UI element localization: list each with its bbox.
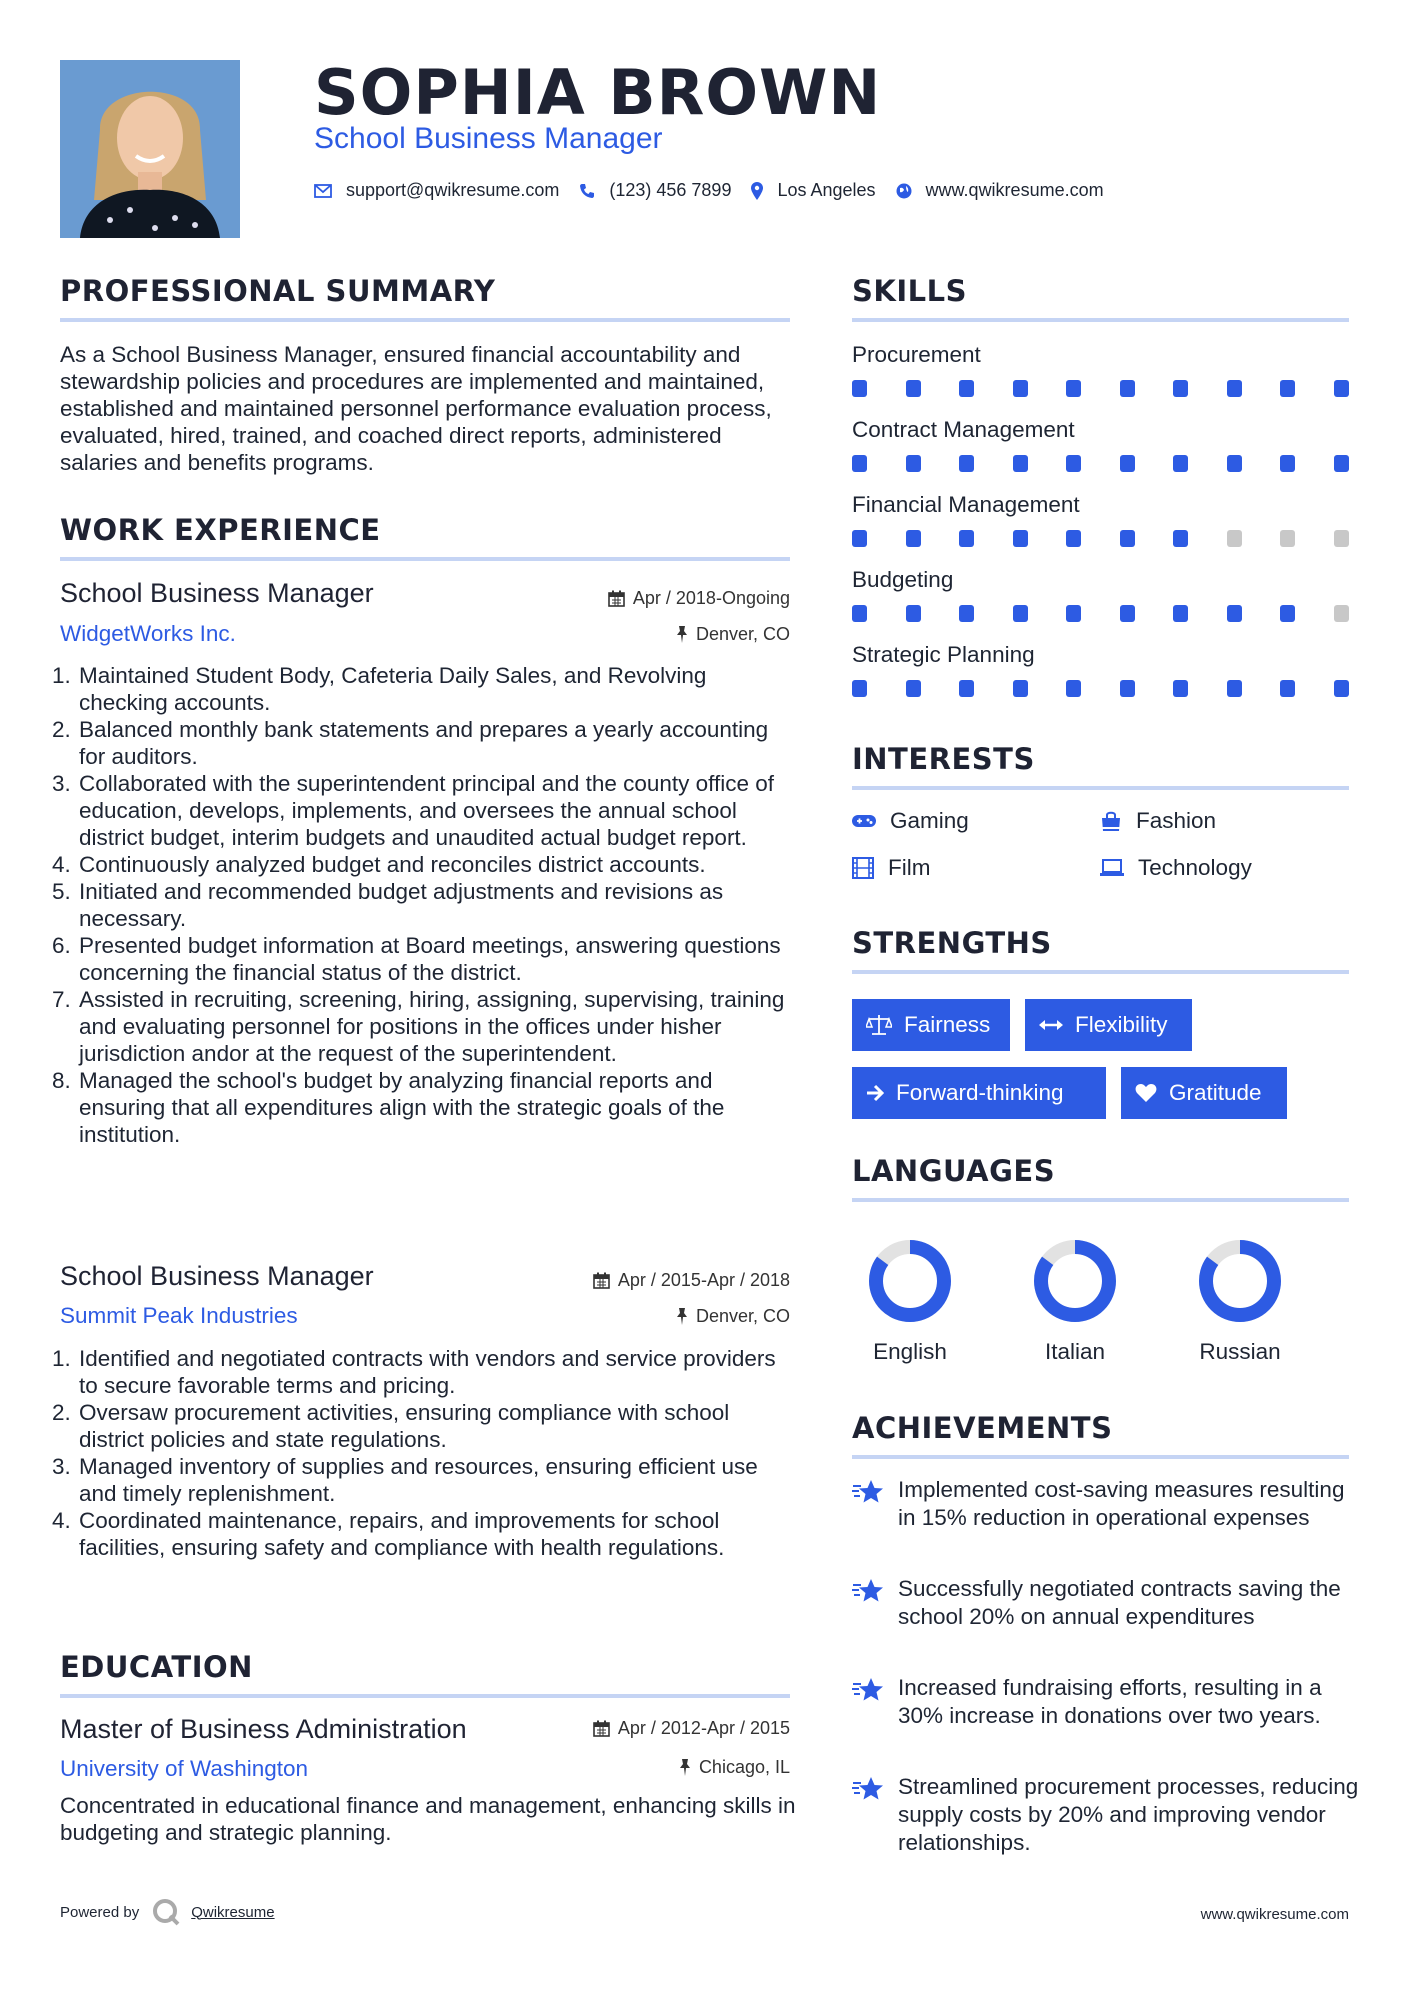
skill-dot-filled <box>1227 455 1242 472</box>
skill-dot-filled <box>906 455 921 472</box>
language-label: Russian <box>1199 1339 1281 1364</box>
education-rule <box>60 1694 790 1698</box>
skill-dot-filled <box>1227 380 1242 397</box>
responsibility-item: 3. Managed inventory of supplies and resources, ensuring efficient use and timely replenishment. <box>52 1454 758 1506</box>
skill-label: Budgeting <box>852 567 954 592</box>
footer-website-link[interactable]: www.qwikresume.com <box>1200 1906 1349 1923</box>
skill-label: Contract Management <box>852 417 1075 442</box>
skill-dot-filled <box>906 530 921 547</box>
skill-label: Procurement <box>852 342 981 367</box>
map-marker-icon <box>751 182 763 200</box>
responsibility-item: 5. Initiated and recommended budget adjustments and revisions as necessary. <box>52 879 724 931</box>
skill-dot-filled <box>1334 455 1349 472</box>
skill-dot-filled <box>1280 455 1295 472</box>
skill-dot-filled <box>1120 680 1135 697</box>
skill-dot-filled <box>1173 605 1188 622</box>
language-donut <box>1170 1236 1310 1326</box>
skill-rating <box>852 380 1349 398</box>
achievement-item: Implemented cost-saving measures resulting in 15% reduction in operational expenses <box>852 1476 1362 1532</box>
skill-dot-filled <box>1013 530 1028 547</box>
skill-dot-filled <box>1120 530 1135 547</box>
skill-dot-filled <box>959 680 974 697</box>
languages-heading: LANGUAGES <box>852 1154 1056 1188</box>
job-1-company: WidgetWorks Inc. <box>60 621 236 646</box>
website-link[interactable]: www.qwikresume.com <box>925 180 1104 200</box>
skill-dot-filled <box>1066 530 1081 547</box>
star-icon <box>852 1775 884 1803</box>
film-icon <box>852 857 874 879</box>
job-2-title: School Business Manager <box>60 1261 374 1291</box>
job-2-company: Summit Peak Industries <box>60 1303 298 1328</box>
skill-dot-filled <box>852 455 867 472</box>
profile-photo <box>60 60 240 238</box>
calendar-icon <box>593 1720 610 1737</box>
education-degree: Master of Business Administration <box>60 1714 467 1744</box>
skill-dot-filled <box>852 530 867 547</box>
job-1-title: School Business Manager <box>60 578 374 608</box>
skill-dot-filled <box>906 680 921 697</box>
languages-rule <box>852 1198 1349 1202</box>
strength-forward-thinking: Forward-thinking <box>852 1067 1106 1119</box>
arrows-horizontal-icon <box>1039 1018 1063 1032</box>
skill-dot-filled <box>1173 380 1188 397</box>
skill-dot-filled <box>959 380 974 397</box>
heart-icon <box>1135 1083 1157 1103</box>
achievement-item: Successfully negotiated contracts saving the school 20% on annual expenditures <box>852 1575 1362 1631</box>
skill-dot-filled <box>1013 605 1028 622</box>
skill-dot-filled <box>1066 605 1081 622</box>
skill-dot-filled <box>906 605 921 622</box>
skill-rating <box>852 680 1349 698</box>
summary-text: As a School Business Manager, ensured financial accountability and stewardship policies and procedures are implemented and maintained, established and maintained personnel performance evaluation process, evaluated, hired, trained, and coached direct reports, administered salaries and benefits programs. <box>60 342 772 475</box>
skill-dot-empty <box>1334 605 1349 622</box>
strength-flexibility: Flexibility <box>1025 999 1192 1051</box>
education-description: Concentrated in educational finance and management, enhancing skills in budgeting and strategic planning. <box>60 1793 796 1845</box>
skills-rule <box>852 318 1349 322</box>
interest-film: Film <box>852 855 930 881</box>
candidate-title: School Business Manager <box>314 122 663 155</box>
skill-dot-filled <box>1280 380 1295 397</box>
education-dates: Apr / 2012-Apr / 2015 <box>593 1718 790 1739</box>
strength-gratitude: Gratitude <box>1121 1067 1287 1119</box>
candidate-name: SOPHIA BROWN <box>314 56 882 129</box>
achievements-heading: ACHIEVEMENTS <box>852 1411 1113 1445</box>
job-1-responsibilities <box>52 662 800 1148</box>
responsibility-item: 2. Balanced monthly bank statements and prepares a yearly accounting for auditors. <box>52 717 769 769</box>
skill-dot-filled <box>906 380 921 397</box>
skill-rating <box>852 530 1349 548</box>
skill-dot-filled <box>852 680 867 697</box>
globe-icon <box>896 183 912 199</box>
qwikresume-logo-icon <box>151 1897 181 1927</box>
interests-heading: INTERESTS <box>852 742 1035 776</box>
job-1-dates: Apr / 2018-Ongoing <box>608 588 790 609</box>
star-icon <box>852 1478 884 1506</box>
location-text: Los Angeles <box>777 180 876 200</box>
education-school: University of Washington <box>60 1756 309 1781</box>
email-link[interactable]: support@qwikresume.com <box>346 180 560 200</box>
skill-dot-filled <box>959 530 974 547</box>
pushpin-icon <box>676 1308 688 1325</box>
contact-bar <box>314 180 1124 201</box>
language-label: Italian <box>1044 1339 1106 1364</box>
skill-dot-filled <box>1066 680 1081 697</box>
language-label: English <box>873 1339 947 1364</box>
skill-dot-filled <box>1280 680 1295 697</box>
interests-rule <box>852 786 1349 790</box>
skill-label: Financial Management <box>852 492 1080 517</box>
skill-dot-filled <box>1173 455 1188 472</box>
responsibility-item: 4. Continuously analyzed budget and reconciles district accounts. <box>52 852 706 877</box>
skill-dot-filled <box>852 605 867 622</box>
responsibility-item: 2. Oversaw procurement activities, ensuring compliance with school district policies and state regulations. <box>52 1400 730 1452</box>
pushpin-icon <box>676 626 688 643</box>
skill-dot-filled <box>1173 530 1188 547</box>
shopping-bag-icon <box>1100 810 1122 832</box>
calendar-icon <box>608 590 625 607</box>
responsibility-item: 7. Assisted in recruiting, screening, hiring, assigning, supervising, training and evaluating personnel for positions in the offices under hisher jurisdiction andor at the request of the superintendent. <box>52 987 785 1066</box>
responsibility-item: 1. Identified and negotiated contracts with vendors and service providers to secure favorable terms and pricing. <box>52 1346 776 1398</box>
skill-dot-filled <box>1227 605 1242 622</box>
responsibility-item: 4. Coordinated maintenance, repairs, and improvements for school facilities, ensuring safety and compliance with health regulations. <box>52 1508 725 1560</box>
summary-heading: PROFESSIONAL SUMMARY <box>60 274 496 308</box>
language-donut <box>840 1236 980 1326</box>
skill-rating <box>852 605 1349 623</box>
pushpin-icon <box>679 1759 691 1776</box>
balance-scale-icon <box>866 1014 892 1036</box>
skill-dot-filled <box>1013 680 1028 697</box>
footer-brand-link[interactable]: Qwikresume <box>191 1903 275 1921</box>
summary-rule <box>60 318 790 322</box>
skill-rating <box>852 455 1349 473</box>
skill-dot-empty <box>1334 530 1349 547</box>
achievement-item: Streamlined procurement processes, reducing supply costs by 20% and improving vendor relationships. <box>852 1773 1362 1857</box>
responsibility-item: 6. Presented budget information at Board meetings, answering questions concerning the financial status of the district. <box>52 933 781 985</box>
skill-dot-filled <box>1120 380 1135 397</box>
skill-dot-filled <box>1334 680 1349 697</box>
experience-rule <box>60 557 790 561</box>
achievement-item: Increased fundraising efforts, resulting in a 30% increase in donations over two years. <box>852 1674 1362 1730</box>
footer-powered-by: Powered by Qwikresume <box>60 1897 275 1927</box>
skill-dot-filled <box>1120 455 1135 472</box>
skill-dot-filled <box>1013 455 1028 472</box>
education-location: Chicago, IL <box>679 1757 790 1778</box>
education-heading: EDUCATION <box>60 1650 253 1684</box>
star-icon <box>852 1676 884 1704</box>
gamepad-icon <box>852 813 876 829</box>
laptop-icon <box>1100 859 1124 877</box>
email-icon <box>314 184 332 198</box>
skill-dot-filled <box>852 380 867 397</box>
calendar-icon <box>593 1272 610 1289</box>
star-icon <box>852 1577 884 1605</box>
responsibility-item: 3. Collaborated with the superintendent principal and the county office of education, develops, implements, and oversees the annual school district budget, interim budgets and unaudited actual budget report. <box>52 771 775 850</box>
skill-dot-empty <box>1280 530 1295 547</box>
interest-gaming: Gaming <box>852 808 969 834</box>
skill-dot-filled <box>1334 380 1349 397</box>
strengths-rule <box>852 970 1349 974</box>
arrow-right-icon <box>866 1084 884 1102</box>
skill-dot-filled <box>1227 680 1242 697</box>
skill-dot-filled <box>1280 605 1295 622</box>
skill-dot-filled <box>959 455 974 472</box>
job-1-location: Denver, CO <box>676 624 790 645</box>
language-donut <box>1005 1236 1145 1326</box>
job-2-responsibilities <box>52 1345 800 1561</box>
skill-dot-filled <box>1013 380 1028 397</box>
responsibility-item: 8. Managed the school's budget by analyzing financial reports and ensuring that all expenditures align with the strategic goals of the institution. <box>52 1068 725 1147</box>
skill-dot-filled <box>1066 455 1081 472</box>
interest-fashion: Fashion <box>1100 808 1216 834</box>
job-2-dates: Apr / 2015-Apr / 2018 <box>593 1270 790 1291</box>
skill-dot-filled <box>1120 605 1135 622</box>
responsibility-item: 1. Maintained Student Body, Cafeteria Daily Sales, and Revolving checking accounts. <box>52 663 707 715</box>
skill-dot-filled <box>1173 680 1188 697</box>
phone-icon <box>579 183 595 199</box>
strength-fairness: Fairness <box>852 999 1010 1051</box>
skill-dot-empty <box>1227 530 1242 547</box>
achievements-rule <box>852 1455 1349 1459</box>
skills-heading: SKILLS <box>852 274 967 308</box>
skill-dot-filled <box>959 605 974 622</box>
job-2-location: Denver, CO <box>676 1306 790 1327</box>
interest-technology: Technology <box>1100 855 1252 881</box>
skill-dot-filled <box>1066 380 1081 397</box>
skill-label: Strategic Planning <box>852 642 1035 667</box>
experience-heading: WORK EXPERIENCE <box>60 513 381 547</box>
strengths-heading: STRENGTHS <box>852 926 1052 960</box>
phone-text: (123) 456 7899 <box>609 180 732 200</box>
